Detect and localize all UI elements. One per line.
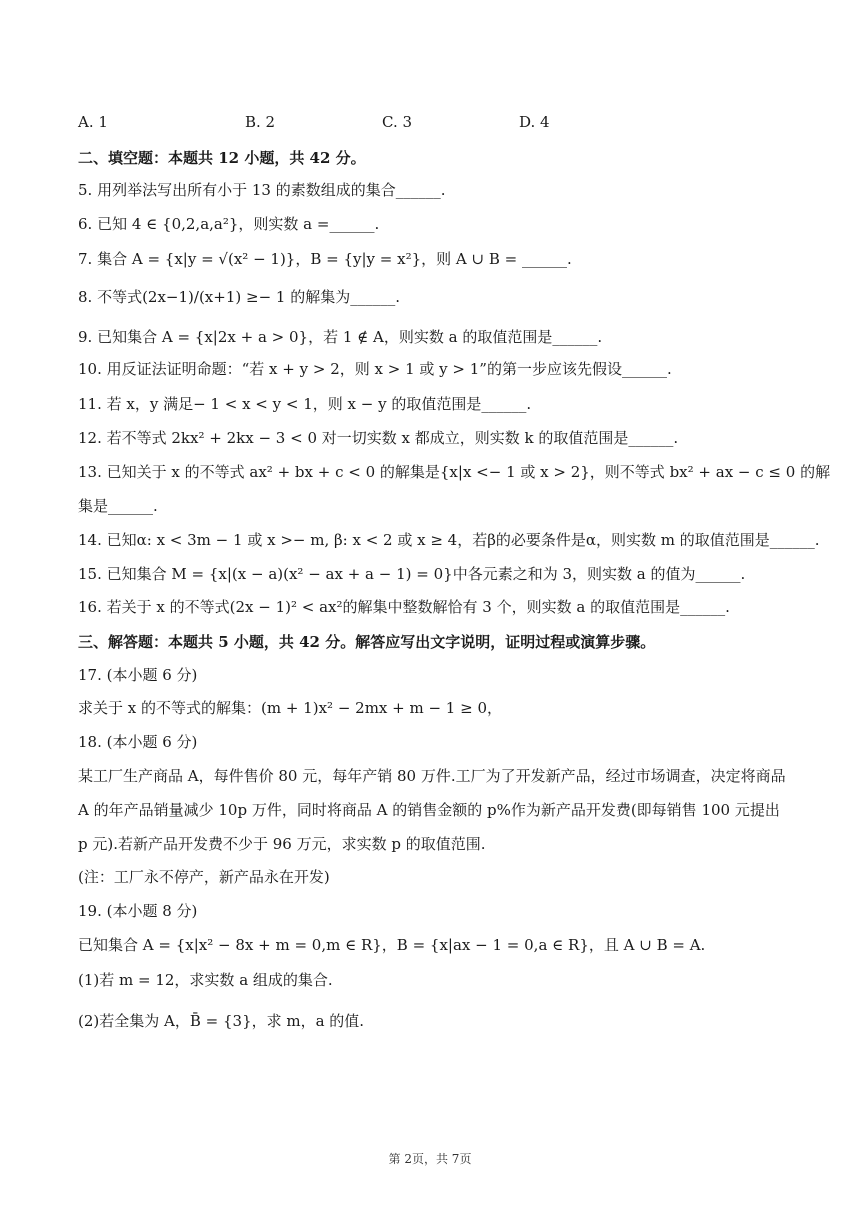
question-11: 11. 若 x，y 满足− 1 < x < y < 1，则 x − y 的取值范围是______. bbox=[78, 395, 532, 413]
question-10: 10. 用反证法证明命题：“若 x + y > 2，则 x > 1 或 y > 1”的第一步应该先假设______. bbox=[78, 360, 672, 378]
question-7: 7. 集合 A = {x|y = √(x² − 1)}，B = {y|y = x²}，则 A ∪ B = ______. bbox=[78, 250, 572, 268]
question-19-heading: 19. (本小题 8 分) bbox=[78, 902, 198, 920]
question-9: 9. 已知集合 A = {x|2x + a > 0}，若 1 ∉ A，则实数 a 的取值范围是______. bbox=[78, 328, 603, 346]
question-12: 12. 若不等式 2kx² + 2kx − 3 < 0 对一切实数 x 都成立，则实数 k 的取值范围是______. bbox=[78, 429, 679, 447]
question-15: 15. 已知集合 M = {x|(x − a)(x² − ax + a − 1) = 0}中各元素之和为 3，则实数 a 的值为______. bbox=[78, 565, 746, 583]
section-heading-answer: 三、解答题：本题共 5 小题，共 42 分。解答应写出文字说明，证明过程或演算步骤。 bbox=[78, 633, 656, 651]
question-13-continued: 集是______. bbox=[78, 497, 158, 515]
option-a: A. 1 bbox=[78, 113, 108, 131]
question-17-body: 求关于 x 的不等式的解集：(m + 1)x² − 2mx + m − 1 ≥ 0， bbox=[78, 699, 503, 717]
question-18-heading: 18. (本小题 6 分) bbox=[78, 733, 198, 751]
question-19-body: 已知集合 A = {x|x² − 8x + m = 0,m ∈ R}，B = {x|ax − 1 = 0,a ∈ R}，且 A ∪ B = A. bbox=[78, 936, 706, 954]
section-heading-fill-blank: 二、填空题：本题共 12 小题，共 42 分。 bbox=[78, 149, 366, 167]
question-14: 14. 已知α: x < 3m − 1 或 x >− m, β: x < 2 或 x ≥ 4，若β的必要条件是α，则实数 m 的取值范围是______. bbox=[78, 531, 820, 549]
question-19-part-2: (2)若全集为 A，B̄ = {3}，求 m，a 的值. bbox=[78, 1012, 365, 1030]
question-18-note: (注：工厂永不停产，新产品永在开发) bbox=[78, 868, 330, 886]
question-13: 13. 已知关于 x 的不等式 ax² + bx + c < 0 的解集是{x|x <− 1 或 x > 2}，则不等式 bx² + ax − c ≤ 0 的解 bbox=[78, 463, 831, 481]
question-16: 16. 若关于 x 的不等式(2x − 1)² < ax²的解集中整数解恰有 3 个，则实数 a 的取值范围是______. bbox=[78, 598, 730, 616]
page-footer: 第 2页，共 7页 bbox=[388, 1152, 472, 1166]
question-19-part-1: (1)若 m = 12，求实数 a 组成的集合. bbox=[78, 971, 333, 989]
question-17-heading: 17. (本小题 6 分) bbox=[78, 666, 198, 684]
question-5: 5. 用列举法写出所有小于 13 的素数组成的集合______. bbox=[78, 181, 446, 199]
question-18-body-2: A 的年产品销量减少 10p 万件，同时将商品 A 的销售金额的 p%作为新产品开发费(即每销售 100 元提出 bbox=[78, 801, 780, 819]
option-b: B. 2 bbox=[245, 113, 276, 131]
question-6: 6. 已知 4 ∈ {0,2,a,a²}，则实数 a =______. bbox=[78, 215, 380, 233]
question-18-body-1: 某工厂生产商品 A，每件售价 80 元，每年产销 80 万件.工厂为了开发新产品，经过市场调查，决定将商品 bbox=[78, 767, 786, 785]
question-18-body-3: p 元).若新产品开发费不少于 96 万元，求实数 p 的取值范围. bbox=[78, 835, 486, 853]
question-8: 8. 不等式(2x−1)/(x+1) ≥− 1 的解集为______. bbox=[78, 288, 400, 306]
option-d: D. 4 bbox=[519, 113, 550, 131]
option-c: C. 3 bbox=[382, 113, 413, 131]
